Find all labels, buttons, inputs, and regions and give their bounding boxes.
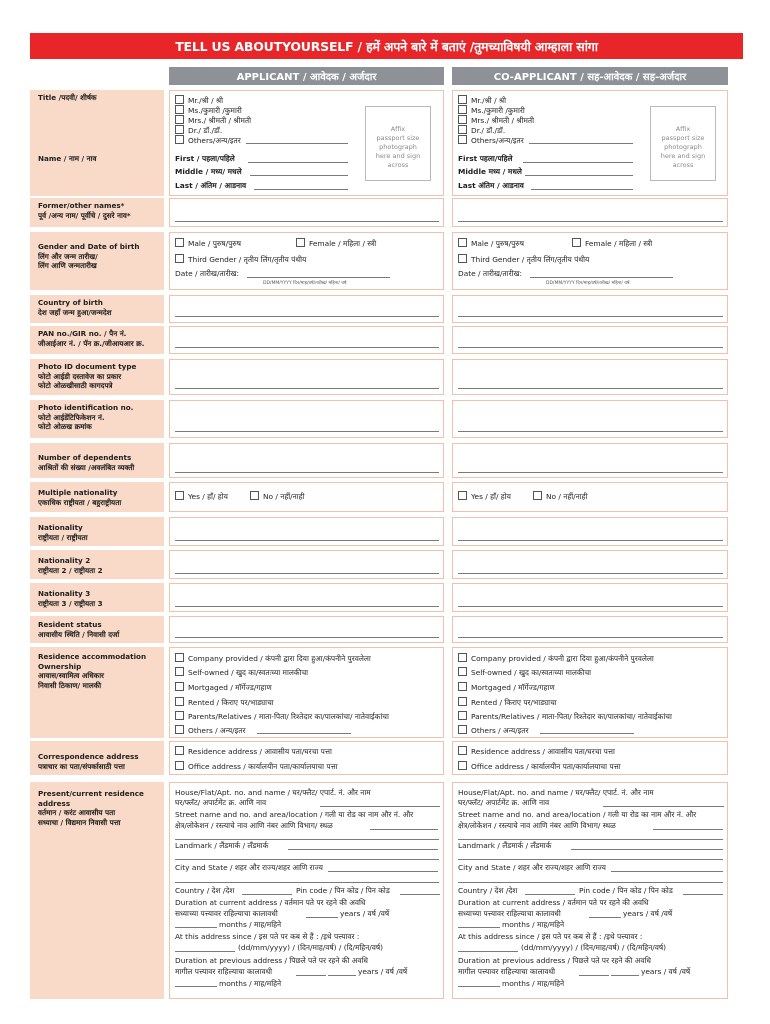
correspondence-row: [30, 741, 743, 775]
co-applicant-correspondence-cell: [452, 741, 728, 775]
co-applicant-prev-duration-months[interactable]: months / माह/महिने: [502, 979, 565, 988]
applicant-dob-field[interactable]: Date / तारीख/तारीख:: [175, 269, 240, 278]
applicant-photo-id-type-field[interactable]: [169, 359, 444, 395]
co-applicant-house-field[interactable]: House/Flat/Apt. no. and name / घर/फ्लैट/ एपार्ट. नं. और नाम: [458, 788, 654, 797]
photo-id-no-label: Photo identification no. फोटो आईडेंटिफिकेशन नं. फोटो ओळख क्रमांक: [30, 400, 164, 438]
applicant-first-name-field[interactable]: First / पहला/पहिले: [175, 154, 235, 163]
applicant-photo-id-no-field[interactable]: [169, 400, 444, 438]
co-applicant-middle-name-field[interactable]: Middle मध्य / मधले: [458, 167, 522, 176]
applicant-duration-years[interactable]: सध्याच्या पत्त्यावर राहिल्याचा कालावधी: [175, 909, 278, 918]
applicant-middle-name-field[interactable]: Middle / मध्य/ मधले: [175, 167, 242, 176]
co-applicant-accom-parents[interactable]: Parents/Relatives / माता-पिता/ रिश्तेदार का/पालकांचा/ नातेवाईकांचा: [458, 711, 672, 722]
co-applicant-former-names-field[interactable]: [452, 198, 728, 227]
applicant-gender-male[interactable]: Male / पुरुष/पुरुष: [175, 238, 241, 249]
applicant-dependents-field[interactable]: [169, 443, 444, 478]
applicant-former-names-field[interactable]: [169, 198, 444, 227]
applicant-nationality3-field[interactable]: [169, 583, 444, 612]
co-applicant-corr-residence[interactable]: Residence address / आवासीय पता/घरचा पत्ता: [458, 746, 615, 757]
former-names-label: Former/other names* पूर्व /अन्य नाम/ पूर्वीचे / दुसरे नाव*: [30, 198, 164, 227]
applicant-gender-cell: Male / पुरुष/पुरुष Female / महिला / स्त्री Third Gender / तृतीय लिंग/तृतीय पंथीय Date / तारीख/तारीख: DD/MM/YYYY दिन/माह/वर्ष/तारीख/ महिना/ वर्ष: [169, 232, 444, 290]
applicant-correspondence-cell: [169, 741, 444, 775]
co-applicant-accom-others[interactable]: Others / अन्य/इतर: [458, 725, 529, 736]
applicant-corr-office[interactable]: Office address / कार्यालयीन पता/कार्यालयाचा पत्ता: [175, 761, 338, 772]
resident-status-row: [30, 616, 743, 643]
photo-id-type-label: Photo ID document type फोटो आईडी दस्तावेज का प्रकार फोटो ओळखीसाठी कागदपत्रे: [30, 359, 164, 395]
applicant-title-dr[interactable]: Dr./ डॉ./डॉ.: [175, 125, 222, 136]
applicant-accom-mortgaged[interactable]: Mortgaged / मॉर्गेज्ड/गहाण: [175, 682, 272, 693]
co-applicant-accom-company[interactable]: Company provided / कंपनी द्वारा दिया हुआ/कंपनीने पुरवलेला: [458, 653, 654, 664]
applicant-pan-field[interactable]: [169, 326, 444, 354]
nationality-row: [30, 517, 743, 546]
co-applicant-accom-rented[interactable]: Rented / किराए पर/भाड्याचा: [458, 697, 557, 708]
nationality3-row: [30, 583, 743, 612]
applicant-accom-others[interactable]: Others / अन्य/इतर: [175, 725, 246, 736]
applicant-title-ms[interactable]: Ms./कुमारी /कुमारी: [175, 105, 242, 116]
country-birth-label: Country of birth देश जहाँ जन्म हुआ/जन्मदेश: [30, 295, 164, 323]
nationality3-label: Nationality 3 राष्ट्रीयता 3 / राष्ट्रीयता 3: [30, 583, 164, 612]
accommodation-row: [30, 647, 743, 738]
resident-status-label: Resident status आवासीय स्थिति / निवासी दर्जा: [30, 616, 164, 643]
present-address-label: Present/current residence address वर्तमान / करंट आवासीय पता सध्याचा / विद्यमान निवासी पत्ता: [30, 782, 164, 999]
applicant-prev-duration-months[interactable]: months / माह/महिने: [219, 979, 282, 988]
gender-dob-label: Gender and Date of birth लिंग और जन्म तारीख/ लिंग आणि जन्मतारीख: [30, 232, 164, 290]
co-applicant-duration-years[interactable]: सध्याच्या पत्त्यावर राहिल्याचा कालावधी: [458, 909, 561, 918]
co-applicant-country-birth-field[interactable]: [452, 295, 728, 323]
co-applicant-present-address-cell: House/Flat/Apt. no. and name / घर/फ्लैट/ एपार्ट. नं. और नाम घर/फ्लॅट/ अपार्टमेंट क्र. आणि नाव Street name and no. and area/location / गली या रोड का नाम और नं. और क्षेत्र/लोकेशन / रस्त्याचे नाव आणि नंबर आणि विभाग/ स्थळ Landmark / लैंडमार्क / लँडमार्क City and State / शहर और राज्य/शहर आणि राज्य Country / देश /देश Pin code / पिन कोड / पिन कोड Duration at current address / वर्तमान पते पर रहने की अवधि सध्याच्या पत्त्यावर राहिल्याचा कालावधी years / वर्ष /वर्षे months / माह/महिने At this address since / इस पते पर कब से हैं : /इथे पत्त्यावर : (dd/mm/yyyy) / (दिन/माह/वर्ष) / (दि/महिन/वर्ष) Duration at previous address / पिछले पते पर रहने की अवधि मागील पत्त्यावर राहिल्याचा कालावधी years / वर्ष /वर्षे months / माह/महिने: [452, 782, 728, 999]
applicant-prev-duration-years[interactable]: मागील पत्त्यावर राहिल्याचा कालावधी: [175, 967, 273, 976]
applicant-column-header: APPLICANT / आवेदक / अर्जदार: [169, 67, 444, 85]
applicant-house-field[interactable]: House/Flat/Apt. no. and name / घर/फ्लैट/ एपार्ट. नं. और नाम: [175, 788, 371, 797]
dependents-label: Number of dependents आश्रितों की संख्या /अवलंबित व्यक्ती: [30, 443, 164, 478]
co-applicant-accom-self-owned[interactable]: Self-owned / खुद का/स्वतःच्या मालकीचा: [458, 667, 591, 678]
name-label: Name / नाम / नाव: [30, 146, 164, 196]
co-applicant-accom-mortgaged[interactable]: Mortgaged / मॉर्गेज्ड/गहाण: [458, 682, 555, 693]
co-applicant-corr-office[interactable]: Office address / कार्यालयीन पता/कार्यालयाचा पत्ता: [458, 761, 621, 772]
photo-id-no-row: [30, 400, 743, 438]
co-applicant-pin-field[interactable]: Pin code / पिन कोड / पिन कोड: [579, 886, 673, 895]
applicant-last-name-field[interactable]: Last / अंतिम / आडनाव: [175, 181, 247, 190]
present-address-row: [30, 782, 743, 999]
co-applicant-first-name-field[interactable]: First पहला/पहिले: [458, 154, 513, 163]
section-banner: TELL US ABOUTYOURSELF / हमें अपने बारे में बताएं /तुमच्याविषयी आम्हाला सांगा: [30, 33, 743, 59]
co-applicant-photo-id-type-field[interactable]: [452, 359, 728, 395]
co-applicant-dependents-field[interactable]: [452, 443, 728, 478]
applicant-country-field[interactable]: Country / देश /देश: [175, 886, 235, 895]
former-names-row: [30, 198, 743, 227]
co-applicant-duration-months[interactable]: months / माह/महिने: [502, 920, 565, 929]
applicant-title-mr[interactable]: Mr./श्री / श्री: [175, 95, 223, 106]
co-applicant-accommodation-cell: [452, 647, 728, 738]
co-applicant-gender-male[interactable]: Male / पुरुष/पुरुष: [458, 238, 524, 249]
co-applicant-gender-cell: Male / पुरुष/पुरुष Female / महिला / स्त्री Third Gender / तृतीय लिंग/तृतीय पंथीय Date / तारीख/तारीख: DD/MM/YYYY दिन/माह/वर्ष/तारीख/ महिना/ वर्ष: [452, 232, 728, 290]
co-applicant-title-dr[interactable]: Dr./ डॉ./डॉ.: [458, 125, 505, 136]
co-applicant-landmark-field[interactable]: Landmark / लैंडमार्क / लँडमार्क: [458, 841, 552, 850]
co-applicant-title-others[interactable]: Others/अन्य/इतर: [458, 135, 524, 146]
co-applicant-resident-status-field[interactable]: [452, 616, 728, 643]
co-applicant-nationality2-field[interactable]: [452, 550, 728, 579]
co-applicant-column-header: CO-APPLICANT / सह-आवेदक / सह-अर्जदार: [452, 67, 728, 85]
applicant-accom-parents[interactable]: Parents/Relatives / माता-पिता/ रिश्तेदार का/पालकांचा/ नातेवाईकांचा: [175, 711, 389, 722]
pan-row: [30, 326, 743, 354]
applicant-title-mrs[interactable]: Mrs./ श्रीमती / श्रीमती: [175, 115, 251, 126]
applicant-gender-female[interactable]: Female / महिला / स्त्री: [296, 238, 376, 249]
multiple-nationality-row: [30, 482, 743, 512]
co-applicant-title-mr[interactable]: Mr./श्री / श्री: [458, 95, 506, 106]
applicant-title-others[interactable]: Others/अन्य/इतर: [175, 135, 241, 146]
photo-id-type-row: [30, 359, 743, 395]
applicant-pin-field[interactable]: Pin code / पिन कोड / पिन कोड: [296, 886, 390, 895]
co-applicant-photo-box: Affix passport size photograph here and sign across: [650, 106, 716, 181]
applicant-accom-company[interactable]: Company provided / कंपनी द्वारा दिया हुआ/कंपनीने पुरवलेला: [175, 653, 371, 664]
co-applicant-pan-field[interactable]: [452, 326, 728, 354]
multiple-nationality-label: Multiple nationality एकाधिक राष्ट्रीयता / बहुराष्ट्रीयता: [30, 482, 164, 512]
applicant-multi-nat-yes[interactable]: Yes / हाँ/ होय: [175, 491, 228, 502]
nationality2-label: Nationality 2 राष्ट्रीयता 2 / राष्ट्रीयता 2: [30, 550, 164, 579]
correspondence-label: Correspondence address पत्राचार का पता/संपर्कासाठी पत्ता: [30, 741, 164, 775]
applicant-accom-rented[interactable]: Rented / किराए पर/भाड्याचा: [175, 697, 274, 708]
co-applicant-title-mrs[interactable]: Mrs./ श्रीमती / श्रीमती: [458, 115, 534, 126]
applicant-country-birth-field[interactable]: [169, 295, 444, 323]
co-applicant-prev-duration-years[interactable]: मागील पत्त्यावर राहिल्याचा कालावधी: [458, 967, 556, 976]
co-applicant-nationality3-field[interactable]: [452, 583, 728, 612]
applicant-multi-nat-no[interactable]: No / नहीं/नाही: [250, 491, 305, 502]
nationality-label: Nationality राष्ट्रीयता / राष्ट्रीयता: [30, 517, 164, 546]
co-applicant-multiple-nationality-cell: [452, 482, 728, 512]
co-applicant-dob-field[interactable]: Date / तारीख/तारीख:: [458, 269, 523, 278]
country-birth-row: [30, 295, 743, 323]
co-applicant-city-field[interactable]: City and State / शहर और राज्य/शहर आणि राज्य: [458, 863, 606, 872]
applicant-duration-months[interactable]: months / माह/महिने: [219, 920, 282, 929]
co-applicant-multi-nat-no[interactable]: No / नहीं/नाही: [533, 491, 588, 502]
applicant-gender-third[interactable]: Third Gender / तृतीय लिंग/तृतीय पंथीय: [175, 254, 306, 265]
applicant-street-field[interactable]: Street name and no. and area/location / गली या रोड का नाम और नं. और: [175, 810, 414, 819]
applicant-corr-residence[interactable]: Residence address / आवासीय पता/घरचा पत्ता: [175, 746, 332, 757]
applicant-nationality-field[interactable]: [169, 517, 444, 546]
co-applicant-multi-nat-yes[interactable]: Yes / हाँ/ होय: [458, 491, 511, 502]
applicant-landmark-field[interactable]: Landmark / लैंडमार्क / लँडमार्क: [175, 841, 269, 850]
title-label: Title /पदवी/ शीर्षक: [30, 90, 164, 146]
applicant-multiple-nationality-cell: [169, 482, 444, 512]
co-applicant-photo-id-no-field[interactable]: [452, 400, 728, 438]
applicant-photo-box: Affix passport size photograph here and sign across: [365, 106, 431, 181]
co-applicant-street-field[interactable]: Street name and no. and area/location / गली या रोड का नाम और नं. और: [458, 810, 697, 819]
co-applicant-country-field[interactable]: Country / देश /देश: [458, 886, 518, 895]
co-applicant-since-date[interactable]: (dd/mm/yyyy) / (दिन/माह/वर्ष) / (दि/महिन/वर्ष): [521, 943, 667, 952]
applicant-accommodation-cell: [169, 647, 444, 738]
accommodation-label: Residence accommodation Ownership आवास/स्वामित्व अधिकार निवासी ठिकाण/ मालकी: [30, 647, 164, 738]
co-applicant-nationality-field[interactable]: [452, 517, 728, 546]
applicant-since-date[interactable]: (dd/mm/yyyy) / (दिन/माह/वर्ष) / (दि/महिन/वर्ष): [238, 943, 384, 952]
co-applicant-last-name-field[interactable]: Last अंतिम / आडनाव: [458, 181, 524, 190]
dependents-row: [30, 443, 743, 478]
applicant-resident-status-field[interactable]: [169, 616, 444, 643]
pan-label: PAN no./GIR no. / पैन नं. जीआईआर नं. / पॅन क्र./जीआयआर क्र.: [30, 326, 164, 354]
gender-dob-row: [30, 232, 743, 290]
applicant-accom-self-owned[interactable]: Self-owned / खुद का/स्वतःच्या मालकीचा: [175, 667, 308, 678]
nationality2-row: [30, 550, 743, 579]
applicant-nationality2-field[interactable]: [169, 550, 444, 579]
applicant-present-address-cell: House/Flat/Apt. no. and name / घर/फ्लैट/ एपार्ट. नं. और नाम घर/फ्लॅट/ अपार्टमेंट क्र. आणि नाव Street name and no. and area/location / गली या रोड का नाम और नं. और क्षेत्र/लोकेशन / रस्त्याचे नाव आणि नंबर आणि विभाग/ स्थळ Landmark / लैंडमार्क / लँडमार्क City and State / शहर और राज्य/शहर आणि राज्य Country / देश /देश Pin code / पिन कोड / पिन कोड Duration at current address / वर्तमान पते पर रहने की अवधि सध्याच्या पत्त्यावर राहिल्याचा कालावधी years / वर्ष /वर्षे months / माह/महिने At this address since / इस पते पर कब से हैं : /इथे पत्त्यावर : (dd/mm/yyyy) / (दिन/माह/वर्ष) / (दि/महिन/वर्ष) Duration at previous address / पिछले पते पर रहने की अवधि मागील पत्त्यावर राहिल्याचा कालावधी years / वर्ष /वर्षे months / माह/महिने: [169, 782, 444, 999]
applicant-city-field[interactable]: City and State / शहर और राज्य/शहर आणि राज्य: [175, 863, 323, 872]
co-applicant-gender-female[interactable]: Female / महिला / स्त्री: [572, 238, 652, 249]
co-applicant-gender-third[interactable]: Third Gender / तृतीय लिंग/तृतीय पंथीय: [458, 254, 589, 265]
co-applicant-title-ms[interactable]: Ms./कुमारी /कुमारी: [458, 105, 525, 116]
